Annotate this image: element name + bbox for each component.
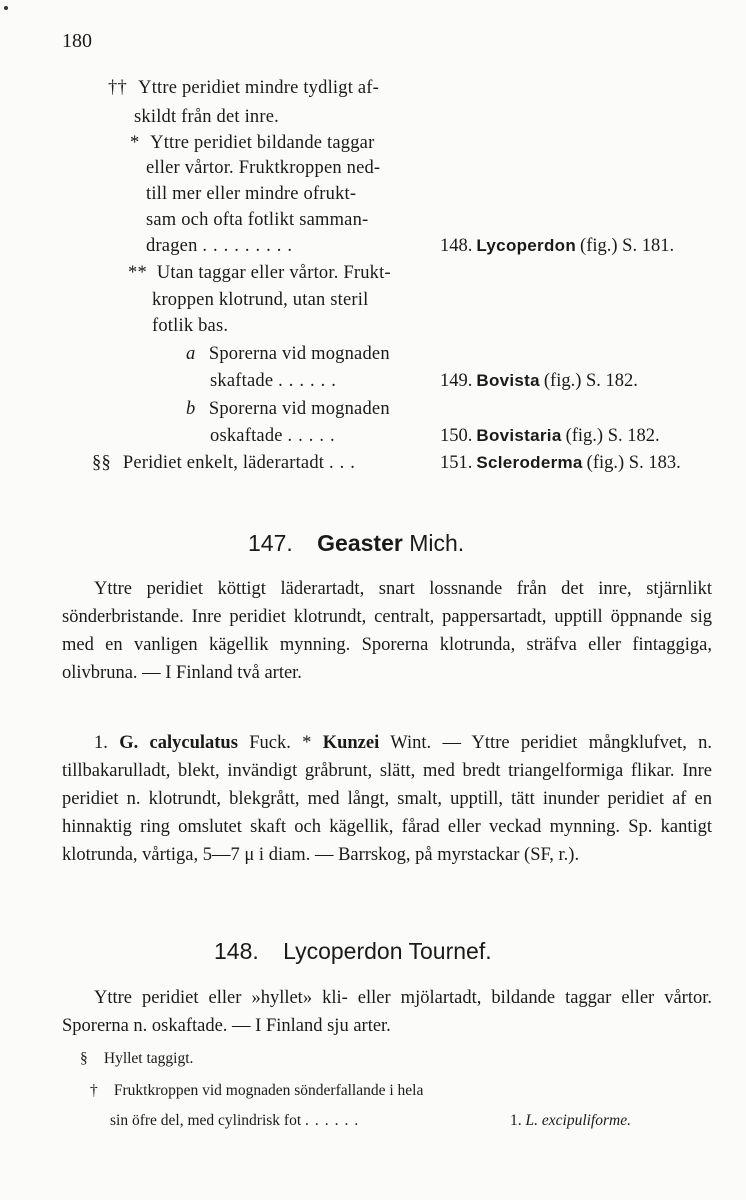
key-line [128,263,391,284]
key-line [80,1050,193,1068]
key-text: oskaftade [210,426,283,446]
key-text: skaftade [210,371,274,391]
key-symbol: †† [108,78,127,98]
key-text: Peridiet enkelt, läderartadt [122,453,325,473]
key-text: kroppen klotrund, utan steril [152,290,369,310]
key-line [92,453,361,474]
leader-dots: ...... [278,371,342,391]
genus-heading [248,530,464,557]
key-symbol: † [90,1082,98,1099]
genus-number: 149. [440,371,473,391]
key-line [146,210,368,231]
subspecies-author: Wint. [390,733,432,753]
key-line [152,290,368,311]
species-name: G. calyculatus [119,733,238,753]
figure-ref: (fig.) S. 182. [565,426,660,446]
species-description: — Yttre peridiet mångklufvet, n. tillbakarulladt, blekt, invändigt gråbrunt, slätt, med bredt triangelformiga flikar. Inre peridiet n. klotrundt, blekgrått, med långt, smalt, upptill, tätt inunder peridiet af en hinnaktig ring omslutet skaft och kägellik, fårad eller veckad mynning. Sp. kantigt klotrunda, vårtiga, 5—7 μ i diam. — Barrskog, på myrstackar (SF, r.). [62,733,713,865]
species-star: * [302,733,312,753]
genus-name: Bovista [476,371,540,390]
key-line [186,399,390,420]
key-symbol: ** [128,263,147,283]
key-result [510,1112,631,1130]
key-text: Fruktkroppen vid mognaden sönderfallande i hela [113,1082,424,1099]
ink-speck [4,6,8,10]
key-text: Utan taggar eller vårtor. Frukt- [156,263,391,283]
key-text: dragen [146,236,198,256]
subspecies-name: Kunzei [322,733,380,753]
key-text: Sporerna vid mognaden [208,344,390,364]
leader-dots: ..... [287,426,341,446]
key-result [440,453,681,474]
key-text: Hyllet taggigt. [103,1050,194,1067]
genus-number: 150. [440,426,473,446]
genus-name: Lycoperdon [476,236,577,255]
genus-description: Yttre peridiet köttigt läderartadt, snart lossnande från det inre, stjärnlikt sönderbristande. Inre peridiet klotrundt, centralt, pappersartadt, upptill öppnande sig med en vanligen kägellik mynning. Sporerna klotrunda, sträfva eller fintaggiga, olivbruna. — I Finland två arter. [62,579,712,683]
heading-number: 148. [214,938,259,964]
leader-dots: ......... [202,236,298,256]
figure-ref: (fig.) S. 183. [586,453,681,473]
heading-genus: Geaster [317,530,403,556]
key-result [440,236,674,257]
figure-ref: (fig.) S. 182. [543,371,638,391]
key-line [210,371,342,392]
key-result [440,371,638,392]
key-line [134,107,279,128]
key-line [130,133,374,154]
key-text: skildt från det inre. [134,107,279,127]
heading-genus: Lycoperdon [283,938,403,964]
key-line [108,78,379,99]
heading-author: Mich. [409,530,465,556]
key-text: fotlik bas. [152,316,229,336]
key-text: sam och ofta fotlikt samman- [146,210,369,230]
key-text: sin öfre del, med cylindrisk fot [110,1112,302,1129]
leader-dots: ...... [305,1112,365,1129]
heading-author: Tournef. [408,938,492,964]
key-line [146,158,380,179]
key-line [110,1112,364,1130]
key-text: Sporerna vid mognaden [208,399,390,419]
heading-number: 147. [248,530,293,556]
key-text: Yttre peridiet bildande taggar [150,133,375,153]
genus-description: Yttre peridiet eller »hyllet» kli- eller mjölartadt, bildande taggar eller vårtor. Sporerna n. oskaftade. — I Finland sju arter. [62,988,712,1036]
species-ref: L. excipuliforme. [525,1112,631,1129]
key-symbol: * [130,133,140,153]
genus-name: Scleroderma [476,453,583,472]
key-line [152,316,228,337]
key-text: Yttre peridiet mindre tydligt af- [138,78,379,98]
page-number: 180 [62,30,92,52]
genus-name: Bovistaria [476,426,562,445]
key-symbol: §§ [92,453,111,473]
species-entry [62,729,712,869]
key-line [90,1082,423,1100]
key-result [440,426,660,447]
figure-ref: (fig.) S. 181. [580,236,675,256]
genus-number: 151. [440,453,473,473]
key-line [186,344,390,365]
key-line [146,184,356,205]
key-line [210,426,341,447]
genus-heading [214,938,492,965]
species-author: Fuck. [249,733,291,753]
key-symbol: a [186,344,196,364]
genus-number: 148. [440,236,473,256]
key-text: till mer eller mindre ofrukt- [146,184,357,204]
key-symbol: § [80,1050,88,1067]
key-line [146,236,298,257]
species-number: 1. [94,733,108,753]
leader-dots: ... [328,453,361,473]
species-number: 1. [510,1112,522,1129]
key-text: eller vårtor. Fruktkroppen ned- [146,158,381,178]
key-symbol: b [186,399,196,419]
